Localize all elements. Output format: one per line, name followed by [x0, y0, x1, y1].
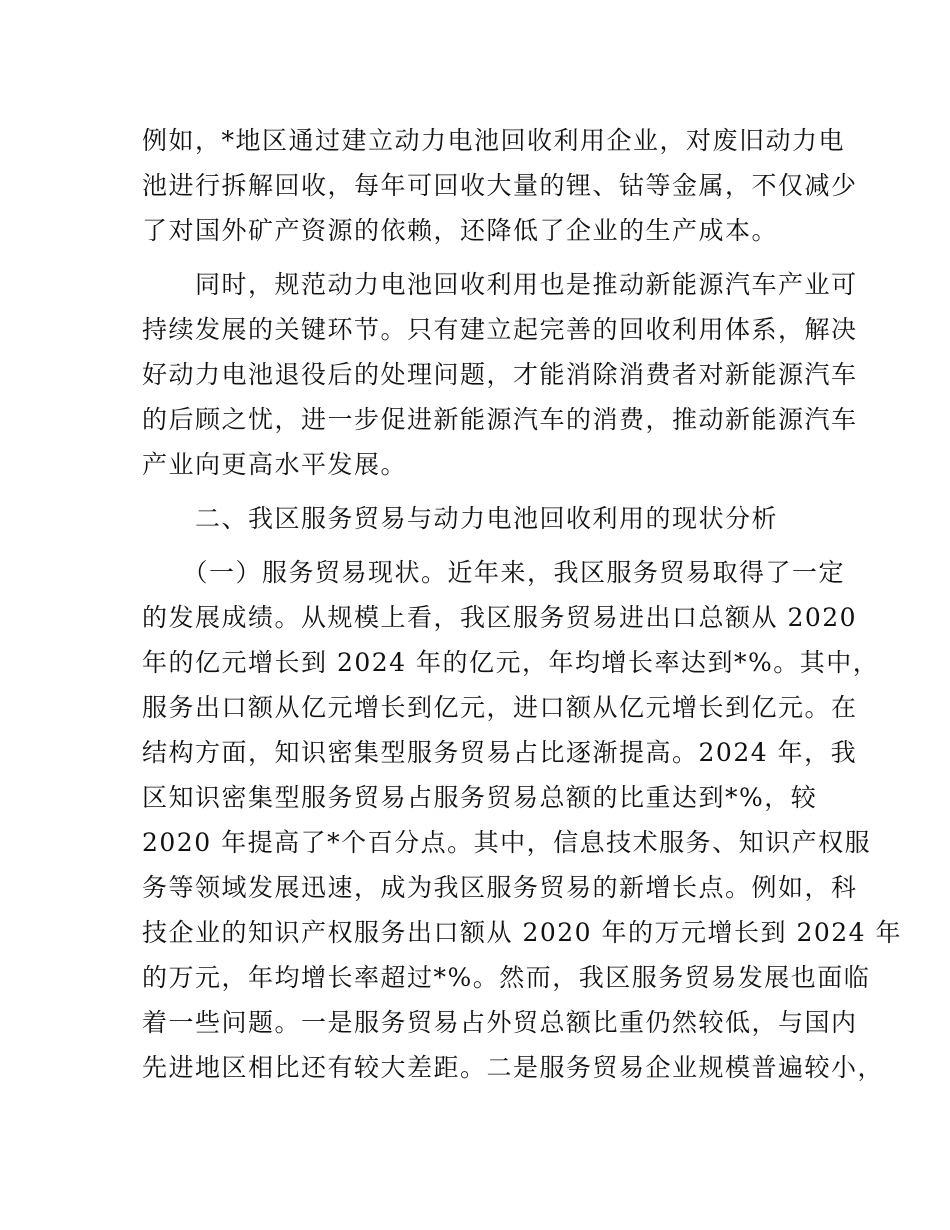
text-line: 服务出口额从亿元增长到亿元，进口额从亿元增长到亿元。在	[142, 693, 858, 722]
text-line: 的万元，年均增长率超过*%。然而，我区服务贸易发展也面临	[142, 963, 871, 992]
text-line: 先进地区相比还有较大差距。二是服务贸易企业规模普遍较小，	[142, 1053, 885, 1082]
text-line: 池进行拆解回收，每年可回收大量的锂、钴等金属，不仅减少	[142, 171, 858, 200]
text-line: 区知识密集型服务贸易占服务贸易总额的比重达到*%，较	[142, 783, 818, 812]
text-line: 务等领域发展迅速，成为我区服务贸易的新增长点。例如，科	[142, 873, 858, 902]
section-heading: 二、我区服务贸易与动力电池回收利用的现状分析	[142, 504, 779, 533]
text-line: 持续发展的关键环节。只有建立起完善的回收利用体系，解决	[142, 315, 858, 344]
text-line: 的发展成绩。从规模上看，我区服务贸易进出口总额从 2020	[142, 603, 858, 632]
text-line: 着一些问题。一是服务贸易占外贸总额比重仍然较低，与国内	[142, 1008, 858, 1037]
text-line: 2020 年提高了*个百分点。其中，信息技术服务、知识产权服	[142, 828, 872, 857]
text-line: 例如，*地区通过建立动力电池回收利用企业，对废旧动力电	[142, 126, 846, 155]
text-line: （一）服务贸易现状。近年来，我区服务贸易取得了一定	[142, 558, 846, 587]
text-line: 好动力电池退役后的处理问题，才能消除消费者对新能源汽车	[142, 360, 858, 389]
text-line: 的后顾之忧，进一步促进新能源汽车的消费，推动新能源汽车	[142, 405, 858, 434]
text-line: 产业向更高水平发展。	[142, 450, 408, 479]
text-line: 同时，规范动力电池回收利用也是推动新能源汽车产业可	[142, 270, 858, 299]
text-line: 年的亿元增长到 2024 年的亿元，年均增长率达到*%。其中，	[142, 648, 880, 677]
text-line: 了对国外矿产资源的依赖，还降低了企业的生产成本。	[142, 216, 779, 245]
body-text	[142, 118, 903, 1090]
text-line: 技企业的知识产权服务出口额从 2020 年的万元增长到 2024 年	[142, 918, 903, 947]
text-line: 结构方面，知识密集型服务贸易占比逐渐提高。2024 年，我	[142, 738, 858, 767]
